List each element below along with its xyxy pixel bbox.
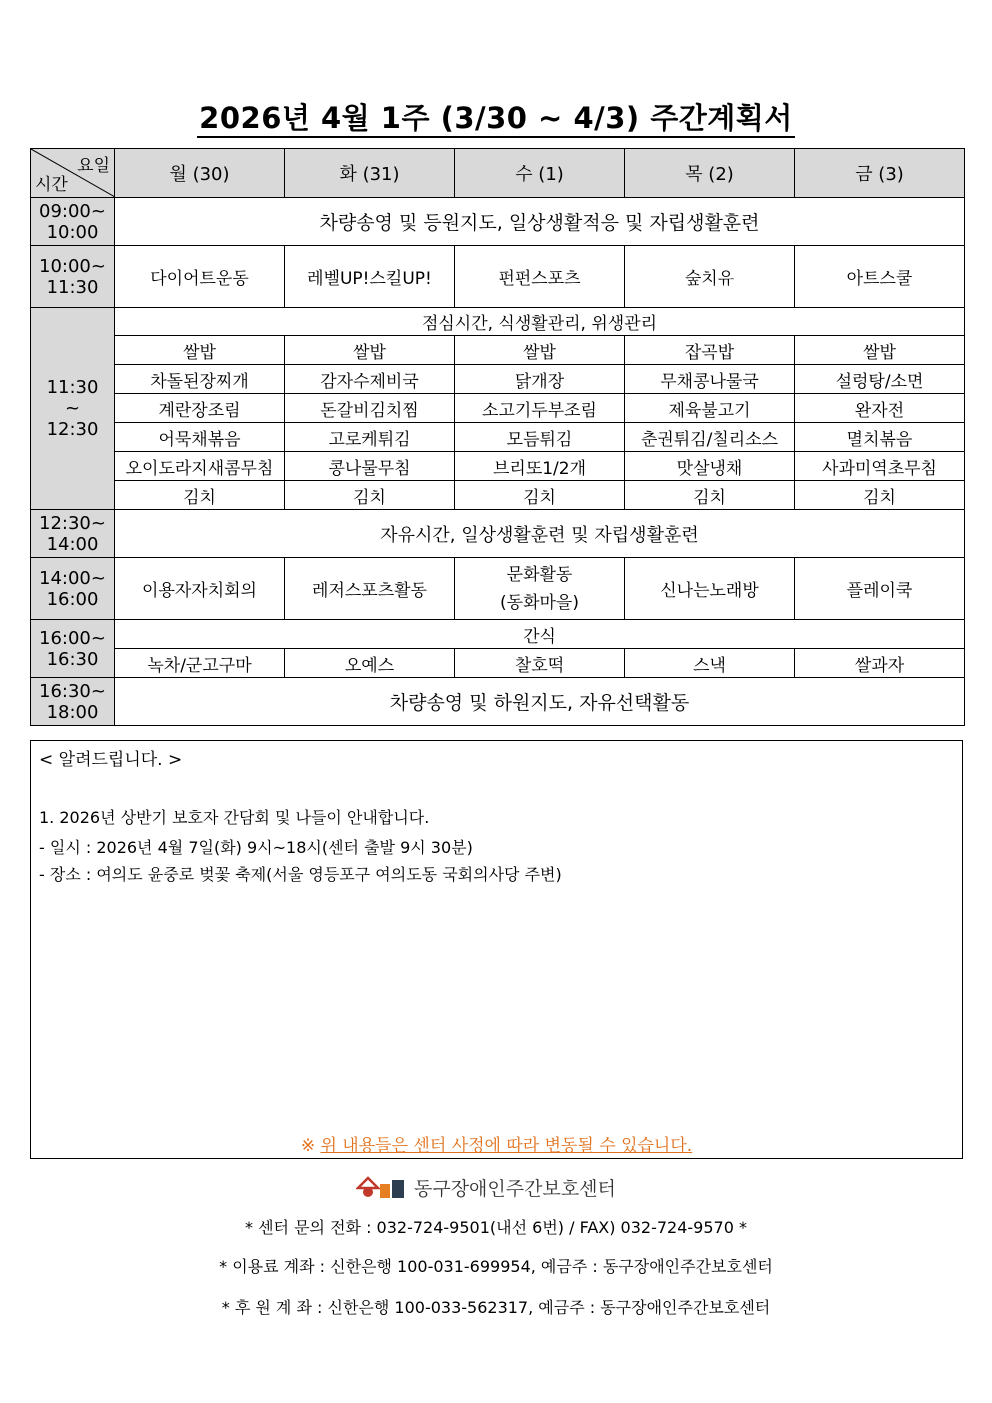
org-name: 동구장애인주간보호센터 [414,1177,616,1200]
reference-mark-icon: ※ [300,1136,316,1156]
weekly-schedule-table [30,148,965,726]
house-logo-icon [356,1174,408,1200]
notice-line: 1. 2026년 상반기 보호자 간담회 및 나들이 안내합니다. [39,808,430,827]
snack-header: 간식 [115,620,965,649]
snack-row [31,649,965,678]
day-header: 금 (3) [795,149,965,198]
menu-item: 콩나물무침 [285,452,455,481]
lunch-header-row [31,308,965,336]
menu-item: 김치 [795,481,965,510]
menu-item: 잡곡밥 [625,336,795,365]
snack-item: 스낵 [625,649,795,678]
menu-item: 사과미역초무침 [795,452,965,481]
activity-cell: 자유시간, 일상생활훈련 및 자립생활훈련 [115,510,965,558]
change-notice-text: 위 내용들은 센터 사정에 따라 변동될 수 있습니다. [320,1136,693,1156]
lunch-header: 점심시간, 식생활관리, 위생관리 [115,308,965,336]
menu-item: 쌀밥 [285,336,455,365]
menu-item: 김치 [285,481,455,510]
program-cell: 플레이쿡 [795,558,965,620]
program-cell: 숲치유 [625,246,795,308]
day-header: 목 (2) [625,149,795,198]
menu-item: 제육불고기 [625,394,795,423]
menu-item: 쌀밥 [795,336,965,365]
menu-row [31,336,965,365]
title-text: 2026년 4월 1주 (3/30 ~ 4/3) 주간계획서 [197,101,795,138]
menu-item: 고로케튀김 [285,423,455,452]
menu-item: 완자전 [795,394,965,423]
menu-item: 감자수제비국 [285,365,455,394]
notice-heading: < 알려드립니다. > [39,750,183,770]
activity-cell: 차량송영 및 하원지도, 자유선택활동 [115,678,965,726]
menu-item: 멸치볶음 [795,423,965,452]
corner-cell [31,149,115,198]
day-header: 수 (1) [455,149,625,198]
time-cell: 16:30~ 18:00 [31,678,115,726]
org-logo [356,1172,616,1202]
time-cell: 10:00~ 11:30 [31,246,115,308]
menu-item: 춘권튀김/칠리소스 [625,423,795,452]
program-cell: 펀펀스포츠 [455,246,625,308]
day-header: 월 (30) [115,149,285,198]
header-row [31,149,965,198]
page-title [0,96,992,137]
program-cell: 레벨UP!스킬UP! [285,246,455,308]
menu-item: 김치 [115,481,285,510]
notice-box [30,740,963,1159]
menu-item: 설렁탕/소면 [795,365,965,394]
corner-day-label: 요일 [77,156,110,176]
menu-row [31,452,965,481]
menu-row [31,394,965,423]
menu-row [31,481,965,510]
menu-item: 소고기두부조림 [455,394,625,423]
snack-item: 녹차/군고구마 [115,649,285,678]
snack-header-row [31,620,965,649]
schedule-row [31,198,965,246]
menu-item: 계란장조림 [115,394,285,423]
menu-item: 맛살냉채 [625,452,795,481]
time-cell: 14:00~ 16:00 [31,558,115,620]
program-cell: 레저스포츠활동 [285,558,455,620]
menu-item: 닭개장 [455,365,625,394]
menu-item: 돈갈비김치찜 [285,394,455,423]
time-cell: 11:30 ~ 12:30 [31,308,115,510]
menu-item: 김치 [455,481,625,510]
notice-line: - 장소 : 여의도 윤중로 벚꽃 축제(서울 영등포구 여의도동 국회의사당 주변) [39,865,562,884]
snack-item: 오예스 [285,649,455,678]
snack-item: 찰호떡 [455,649,625,678]
menu-item: 차돌된장찌개 [115,365,285,394]
schedule-row [31,246,965,308]
menu-item: 모듬튀김 [455,423,625,452]
change-notice [31,1131,962,1156]
donation-account-line: * 후 원 계 좌 : 신한은행 100-033-562317, 예금주 : 동구장애인주간보호센터 [221,1298,771,1317]
fee-account-line: * 이용료 계좌 : 신한은행 100-031-699954, 예금주 : 동구장애인주간보호센터 [219,1257,773,1276]
time-cell: 09:00~ 10:00 [31,198,115,246]
notice-line: - 일시 : 2026년 4월 7일(화) 9시~18시(센터 출발 9시 30분) [39,838,473,857]
activity-cell: 차량송영 및 등원지도, 일상생활적응 및 자립생활훈련 [115,198,965,246]
menu-item: 쌀밥 [115,336,285,365]
program-cell: 아트스쿨 [795,246,965,308]
corner-time-label: 시간 [35,175,68,195]
program-cell: 다이어트운동 [115,246,285,308]
day-header: 화 (31) [285,149,455,198]
menu-item: 김치 [625,481,795,510]
menu-item: 어묵채볶음 [115,423,285,452]
schedule-row [31,510,965,558]
program-cell: 문화활동 (동화마을) [455,558,625,620]
schedule-row [31,678,965,726]
menu-item: 오이도라지새콤무침 [115,452,285,481]
time-cell: 12:30~ 14:00 [31,510,115,558]
snack-item: 쌀과자 [795,649,965,678]
menu-item: 쌀밥 [455,336,625,365]
program-cell: 신나는노래방 [625,558,795,620]
schedule-row [31,558,965,620]
contact-phone-line: * 센터 문의 전화 : 032-724-9501(내선 6번) / FAX) 032-724-9570 * [245,1218,747,1237]
menu-item: 무채콩나물국 [625,365,795,394]
menu-row [31,365,965,394]
menu-row [31,423,965,452]
time-cell: 16:00~ 16:30 [31,620,115,678]
menu-item: 브리또1/2개 [455,452,625,481]
program-cell: 이용자자치회의 [115,558,285,620]
